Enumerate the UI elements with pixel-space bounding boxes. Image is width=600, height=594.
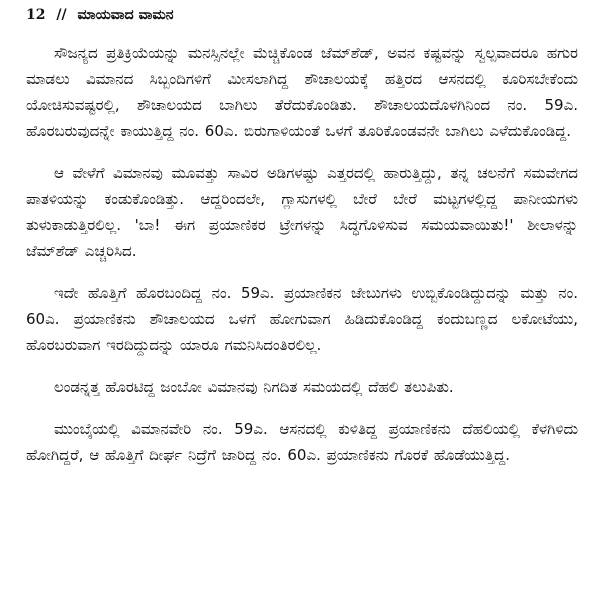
- book-title: ಮಾಯವಾದ ವಾಮನ: [77, 7, 174, 23]
- body-text: [26, 40, 578, 468]
- paragraph-5: ಮುಂಬೈಯಲ್ಲಿ ವಿಮಾನವೇರಿ ನಂ. 59ಎ. ಆಸನದಲ್ಲಿ ಕುಳಿತಿದ್ದ ಪ್ರಯಾಣಿಕನು ದೆಹಲಿಯಲ್ಲಿ ಕೆಳಗಿಳಿದು ಹೋಗಿದ್ದರೆ, ಆ ಹೊತ್ತಿಗೆ ದೀರ್ಘ ನಿದ್ರೆಗೆ ಜಾರಿದ್ದ ನಂ. 60ಎ. ಪ್ರಯಾಣಿಕನು ಗೊರಕೆ ಹೊಡೆಯುತ್ತಿದ್ದ.: [26, 420, 578, 464]
- running-header: [26, 6, 578, 28]
- header-separator: //: [56, 7, 67, 23]
- page-number: 12: [26, 7, 46, 23]
- paragraph-1: ಸೌಜನ್ಯದ ಪ್ರತಿಕ್ರಿಯೆಯನ್ನು ಮನಸ್ಸಿನಲ್ಲೇ ಮೆಚ್ಚಿಕೊಂಡ ಜೆಮ್‌ಶೆಡ್, ಅವನ ಕಷ್ಟವನ್ನು ಸ್ವಲ್ಪವಾದರೂ ಹಗುರ ಮಾಡಲು ವಿಮಾನದ ಸಿಬ್ಬಂದಿಗಳಿಗೆ ಮೀಸಲಾಗಿದ್ದ ಶೌಚಾಲಯಕ್ಕೆ ಹತ್ತಿರದ ಆಸನದಲ್ಲಿ ಕೂರಿಸಬೇಕೆಂದು ಯೋಚಿಸುವಷ್ಟರಲ್ಲಿ, ಶೌಚಾಲಯದ ಬಾಗಿಲು ತೆರೆದುಕೊಂಡಿತು. ಶೌಚಾಲಯದೊಳಗಿನಿಂದ ನಂ. 59ಎ. ಹೊರಬರುವುದನ್ನೇ ಕಾಯುತ್ತಿದ್ದ ನಂ. 60ಎ. ಬಿರುಗಾಳಿಯಂತೆ ಒಳಗೆ ತೂರಿಕೊಂಡವನೇ ಬಾಗಿಲು ಎಳೆದುಕೊಂಡಿದ್ದ.: [26, 44, 578, 140]
- paragraph-2: ಆ ವೇಳೆಗೆ ವಿಮಾನವು ಮೂವತ್ತು ಸಾವಿರ ಅಡಿಗಳಷ್ಟು ಎತ್ತರದಲ್ಲಿ ಹಾರುತ್ತಿದ್ದು, ತನ್ನ ಚಲನೆಗೆ ಸಮವೇಗದ ಪಾತಳಿಯನ್ನು ಕಂಡುಕೊಂಡಿತ್ತು. ಆದ್ದರಿಂದಲೇ, ಗ್ಲಾಸುಗಳಲ್ಲಿ ಬೇರೆ ಬೇರೆ ಮಟ್ಟಗಳಲ್ಲಿದ್ದ ಪಾನೀಯಗಳು ತುಳುಕಾಡುತ್ತಿರಲಿಲ್ಲ. 'ಬಾ! ಈಗ ಪ್ರಯಾಣಿಕರ ಟ್ರೇಗಳನ್ನು ಸಿದ್ಧಗೊಳಿಸುವ ಸಮಯವಾಯಿತು!' ಶೀಲಾಳನ್ನು ಜೆಮ್‌ಶೆಡ್ ಎಚ್ಚರಿಸಿದ.: [26, 164, 578, 260]
- paragraph-3: ಇದೇ ಹೊತ್ತಿಗೆ ಹೊರಬಂದಿದ್ದ ನಂ. 59ಎ. ಪ್ರಯಾಣಿಕನ ಜೇಬುಗಳು ಉಬ್ಬಿಕೊಂಡಿದ್ದುದನ್ನು ಮತ್ತು ನಂ. 60ಎ. ಪ್ರಯಾಣಿಕನು ಶೌಚಾಲಯದ ಒಳಗೆ ಹೋಗುವಾಗ ಹಿಡಿದುಕೊಂಡಿದ್ದ ಕಂದುಬಣ್ಣದ ಲಕೋಟೆಯು, ಹೊರಬರುವಾಗ ಇರದಿದ್ದುದನ್ನು ಯಾರೂ ಗಮನಿಸಿದಂತಿರಲಿಲ್ಲ.: [26, 284, 578, 354]
- paragraph-4: ಲಂಡನ್ನತ್ತ ಹೊರಟಿದ್ದ ಜಂಬೋ ವಿಮಾನವು ನಿಗದಿತ ಸಮಯದಲ್ಲಿ ದೆಹಲಿ ತಲುಪಿತು.: [54, 378, 454, 396]
